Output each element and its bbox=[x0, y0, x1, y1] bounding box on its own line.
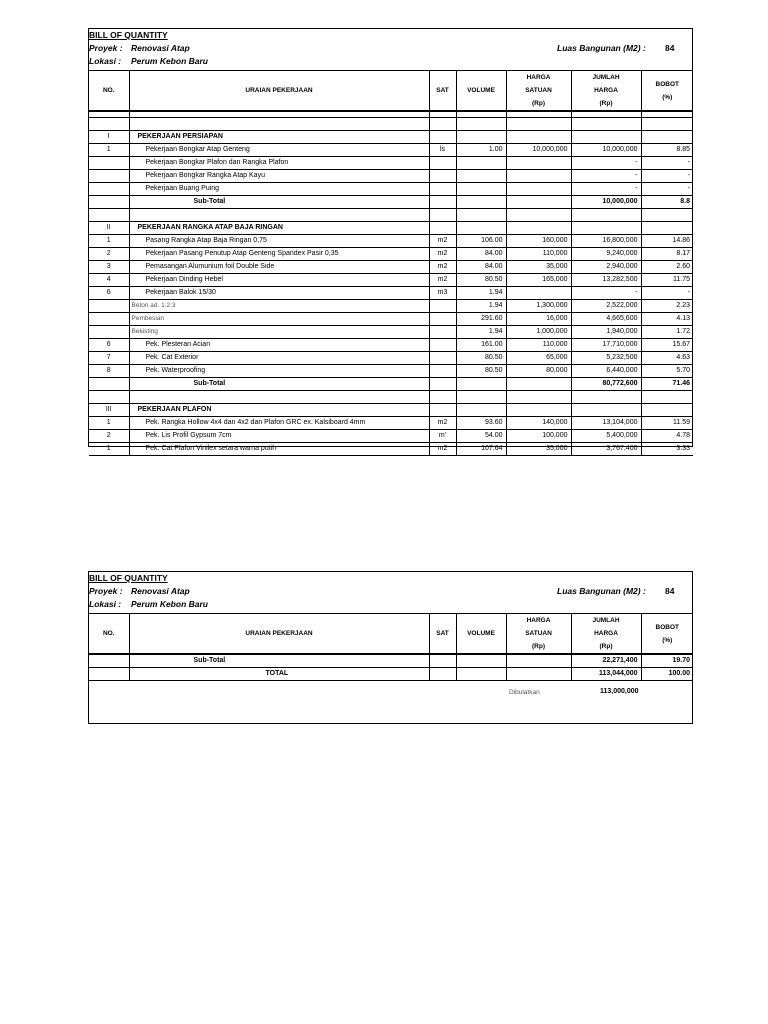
dibulatkan-label: Dibulatkan bbox=[509, 689, 540, 696]
subtotal-row: Sub-Total 22,271,400 19.70 bbox=[89, 654, 693, 667]
col-uraian: URAIAN PEKERJAAN bbox=[129, 614, 429, 655]
col-harga-satuan: HARGA SATUAN (Rp) bbox=[506, 614, 571, 655]
boq-sheet-page-2 bbox=[88, 571, 693, 724]
col-uraian: URAIAN PEKERJAAN bbox=[129, 71, 429, 112]
luas-label: Luas Bangunan (M2) : bbox=[557, 43, 646, 53]
section-1-rows bbox=[89, 143, 693, 195]
table-row: 1 Pek. Rangka Hollow 4x4 dan 4x2 dan Plafon GRC ex. Kalsiboard 4mm m2 93.60 140,000 13,104,000 11.59 bbox=[89, 416, 693, 429]
sub-item-row: Beton ad. 1:2:3 1.94 1,300,000 2,522,000 2.23 bbox=[89, 299, 693, 312]
lokasi-value: Perum Kebon Baru bbox=[131, 56, 208, 66]
boq-sheet-page-1 bbox=[88, 28, 693, 452]
col-no: NO. bbox=[89, 71, 129, 112]
section-3-rows bbox=[89, 416, 693, 455]
col-bobot: BOBOT (%) bbox=[641, 614, 693, 655]
table-row: 6 Pekerjaan Balok 15/30 m3 1.94 - - bbox=[89, 286, 693, 299]
table-header-row bbox=[89, 71, 693, 112]
section-2-sub-items bbox=[89, 299, 693, 338]
col-volume: VOLUME bbox=[456, 614, 506, 655]
table-row: 4 Pekerjaan Dinding Hebel m2 80.50 165,000 13,282,500 11.75 bbox=[89, 273, 693, 286]
proyek-label: Proyek : bbox=[89, 43, 123, 53]
lokasi-label: Lokasi : bbox=[89, 56, 122, 66]
sheet-header bbox=[89, 29, 692, 70]
col-jumlah-harga: JUMLAH HARGA (Rp) bbox=[571, 614, 641, 655]
section-2-rows-b bbox=[89, 338, 693, 377]
table-row: Pekerjaan Bongkar Plafon dan Rangka Plafon - - bbox=[89, 156, 693, 169]
section-header-row: I PEKERJAAN PERSIAPAN bbox=[89, 130, 693, 143]
total-row: TOTAL 113,044,000 100.00 bbox=[89, 667, 693, 680]
col-volume: VOLUME bbox=[456, 71, 506, 112]
col-sat: SAT bbox=[429, 71, 456, 112]
col-sat: SAT bbox=[429, 614, 456, 655]
col-jumlah-harga: JUMLAH HARGA (Rp) bbox=[571, 71, 641, 112]
spacer-row bbox=[89, 208, 693, 221]
section-header-row: II PEKERJAAN RANGKA ATAP BAJA RINGAN bbox=[89, 221, 693, 234]
spacer-row bbox=[89, 390, 693, 403]
proyek-label: Proyek : bbox=[89, 586, 123, 596]
col-harga-satuan: HARGA SATUAN (Rp) bbox=[506, 71, 571, 112]
proyek-value: Renovasi Atap bbox=[131, 586, 190, 596]
subtotal-row: Sub-Total 80,772,600 71.46 bbox=[89, 377, 693, 390]
table-row: 6 Pek. Plesteran Acian 161.00 110,000 17,710,000 15.67 bbox=[89, 338, 693, 351]
table-row: Pekerjaan Buang Puing - - bbox=[89, 182, 693, 195]
table-header-row bbox=[89, 614, 693, 655]
table-row: Pekerjaan Bongkar Rangka Atap Kayu - - bbox=[89, 169, 693, 182]
sub-item-row: Bekisting 1.94 1,000,000 1,940,000 1.72 bbox=[89, 325, 693, 338]
luas-value: 84 bbox=[665, 43, 675, 53]
boq-table-page-2 bbox=[89, 613, 693, 681]
sheet-title: BILL OF QUANTITY bbox=[89, 573, 168, 583]
table-row: 1 Pasang Rangka Atap Baja Ringan 0,75 m2 106.00 160,000 16,800,000 14.86 bbox=[89, 234, 693, 247]
dibulatkan-value: 113,000,000 bbox=[600, 688, 639, 695]
table-row: 2 Pekerjaan Pasang Penutup Atap Genteng Spandex Pasir 0,35 m2 84.00 110,000 9,240,000 8.17 bbox=[89, 247, 693, 260]
col-no: NO. bbox=[89, 614, 129, 655]
sheet-header bbox=[89, 572, 692, 613]
lokasi-value: Perum Kebon Baru bbox=[131, 599, 208, 609]
table-row: 3 Pemasangan Alumunium foil Double Side m2 84.00 35,000 2,940,000 2.60 bbox=[89, 260, 693, 273]
col-bobot: BOBOT (%) bbox=[641, 71, 693, 112]
sheet-title: BILL OF QUANTITY bbox=[89, 30, 168, 40]
section-header-row: III PEKERJAAN PLAFON bbox=[89, 403, 693, 416]
proyek-value: Renovasi Atap bbox=[131, 43, 190, 53]
table-row: 8 Pek. Waterproofing 80.50 80,000 6,440,000 5.70 bbox=[89, 364, 693, 377]
sub-item-row: Pembesian 291.60 16,000 4,665,600 4.13 bbox=[89, 312, 693, 325]
boq-table bbox=[89, 70, 693, 456]
table-row: 7 Pek. Cat Exterior 80.50 65,000 5,232,500 4.63 bbox=[89, 351, 693, 364]
table-row: 2 Pek. Lis Profil Gypsum 7cm m' 54.00 100,000 5,400,000 4.78 bbox=[89, 429, 693, 442]
table-row: 1 Pek. Cat Plafon Vinilex setara warna putih m2 107.64 35,000 3,767,400 3.33 bbox=[89, 442, 693, 455]
lokasi-label: Lokasi : bbox=[89, 599, 122, 609]
luas-label: Luas Bangunan (M2) : bbox=[557, 586, 646, 596]
subtotal-row: Sub-Total 10,000,000 8.8 bbox=[89, 195, 693, 208]
section-2-rows-a bbox=[89, 234, 693, 299]
spacer-row bbox=[89, 117, 693, 130]
table-row: 1 Pekerjaan Bongkar Atap Genteng ls 1.00 10,000,000 10,000,000 8.85 bbox=[89, 143, 693, 156]
luas-value: 84 bbox=[665, 586, 675, 596]
